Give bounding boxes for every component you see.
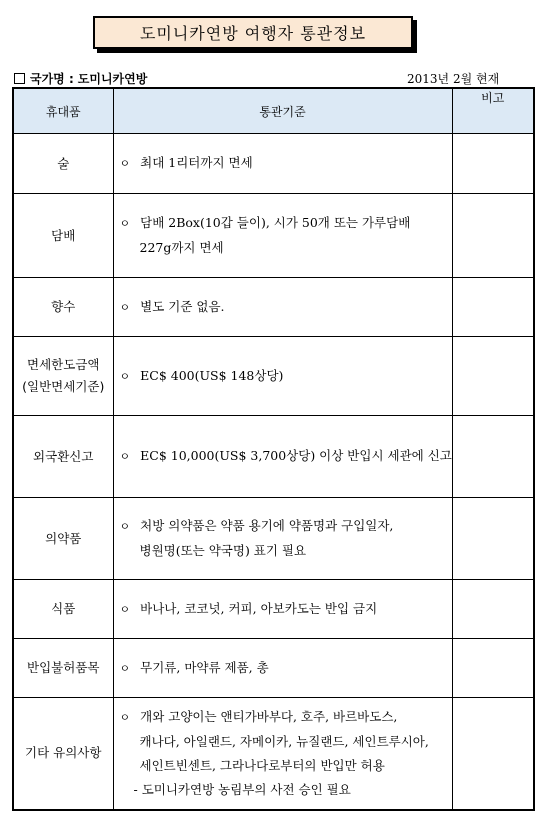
row-note <box>452 134 534 194</box>
row-item: 면세한도금액 (일반면세기준) <box>13 337 113 416</box>
row-criteria: ㅇ EC$ 400(US$ 148상당) <box>113 337 452 416</box>
row-item: 외국환신고 <box>13 416 113 498</box>
row-note <box>452 698 534 810</box>
header-note: 비고 <box>452 88 534 134</box>
row-note <box>452 194 534 278</box>
table-row <box>13 580 534 639</box>
row-note <box>452 416 534 498</box>
customs-table <box>12 87 535 811</box>
table-row <box>13 416 534 498</box>
row-item: 의약품 <box>13 498 113 580</box>
row-note <box>452 639 534 698</box>
table-row <box>13 134 534 194</box>
table-row <box>13 498 534 580</box>
row-criteria: ㅇ 처방 의약품은 약품 용기에 약품명과 구입일자, 병원명(또는 약국명) 표기 필요 <box>113 498 452 580</box>
country-name: 도미니카연방 <box>77 72 148 86</box>
row-item: 담배 <box>13 194 113 278</box>
country-label: 국가명 : <box>30 72 74 86</box>
row-criteria: ㅇ 최대 1리터까지 면세 <box>113 134 452 194</box>
row-item: 술 <box>13 134 113 194</box>
row-criteria: ㅇ 바나나, 코코넛, 커피, 아보카도는 반입 금지 <box>113 580 452 639</box>
header-item: 휴대품 <box>13 88 113 134</box>
table-row <box>13 698 534 810</box>
row-item: 향수 <box>13 278 113 337</box>
checkbox-icon <box>14 73 25 84</box>
row-note <box>452 580 534 639</box>
row-criteria: ㅇ EC$ 10,000(US$ 3,700상당) 이상 반입시 세관에 신고 <box>113 416 452 498</box>
as-of-date: 2013년 2월 현재 <box>407 72 500 86</box>
row-criteria: ㅇ 개와 고양이는 앤티가바부다, 호주, 바르바도스, 캐나다, 아일랜드, 자메이카, 뉴질랜드, 세인트루시아, 세인트빈센트, 그라나다로부터의 반입만 허용 - 도미니카연방 농림부의 사전 승인 필요 <box>113 698 452 810</box>
row-note <box>452 337 534 416</box>
table-row <box>13 278 534 337</box>
row-item: 기타 유의사항 <box>13 698 113 810</box>
row-criteria: ㅇ 무기류, 마약류 제품, 총 <box>113 639 452 698</box>
header-row <box>13 88 534 134</box>
table-row <box>13 194 534 278</box>
table-row <box>13 639 534 698</box>
row-item: 반입불허품목 <box>13 639 113 698</box>
page-title: 도미니카연방 여행자 통관정보 <box>93 16 413 49</box>
row-item: 식품 <box>13 580 113 639</box>
row-criteria: ㅇ 담배 2Box(10갑 들이), 시가 50개 또는 가루담배 227g까지 면세 <box>113 194 452 278</box>
header-criteria: 통관기준 <box>113 88 452 134</box>
row-criteria: ㅇ 별도 기준 없음. <box>113 278 452 337</box>
table-row <box>13 337 534 416</box>
row-note <box>452 278 534 337</box>
row-note <box>452 498 534 580</box>
country-line <box>14 70 147 87</box>
